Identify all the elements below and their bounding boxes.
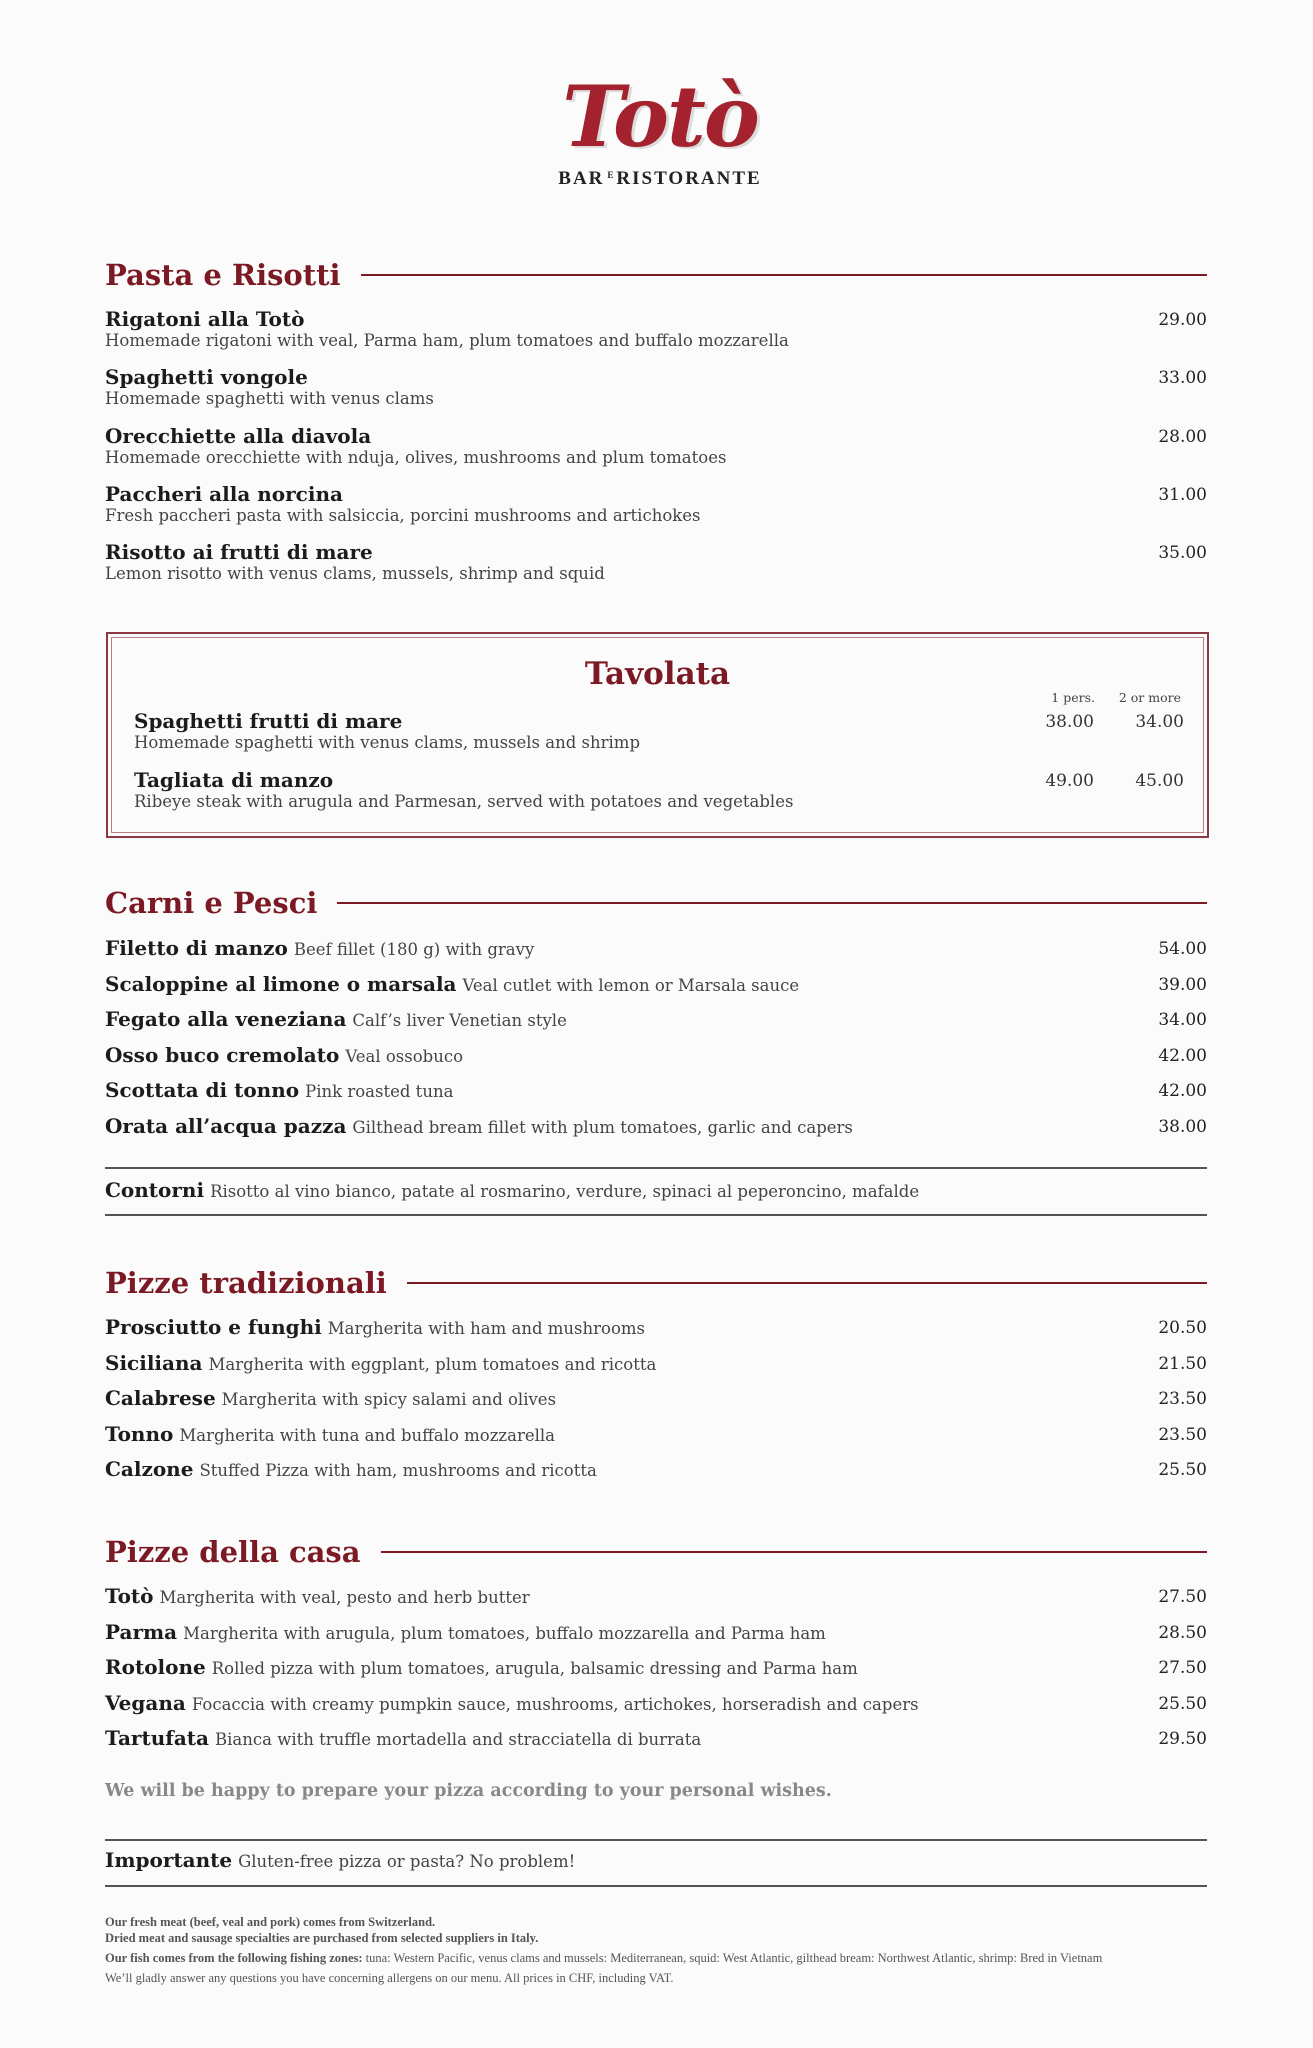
item-price: 54.00	[1158, 939, 1207, 959]
item-description: Gilthead bream fillet with plum tomatoes, garlic and capers	[352, 1118, 853, 1137]
item-name: Risotto ai frutti di mare	[105, 540, 373, 565]
item-name: Calabrese	[105, 1386, 216, 1411]
divider	[105, 1839, 1207, 1841]
col-header-2-or-more: 2 or more	[1118, 690, 1181, 705]
menu-item	[105, 1315, 1207, 1339]
item-name: Orecchiette alla diavola	[105, 423, 372, 448]
menu-item	[105, 1386, 1207, 1410]
item-price: 28.50	[1158, 1622, 1207, 1643]
item-name: Tartufata	[105, 1726, 210, 1751]
footer-dried-meat: Dried meat and sausage specialties are purchased from selected suppliers in Italy.	[105, 1931, 539, 1945]
importante-label: Importante	[105, 1848, 233, 1872]
section-title: Carni e Pesci	[105, 886, 318, 920]
item-description: Margherita with ham and mushrooms	[327, 1319, 645, 1338]
item-description: Stuffed Pizza with ham, mushrooms and ricotta	[199, 1461, 597, 1481]
tavolata-title: Tavolata	[584, 656, 731, 692]
contorni-row	[105, 1178, 1207, 1202]
menu-item	[105, 424, 1207, 468]
item-name: Scottata di tonno	[105, 1078, 300, 1103]
menu-item	[105, 1691, 1207, 1715]
price-2-or-more: 34.00	[1135, 712, 1184, 732]
menu-item	[105, 540, 1207, 584]
divider	[105, 1214, 1207, 1216]
menu-item	[105, 1422, 1207, 1446]
price-1-person: 38.00	[1045, 712, 1094, 732]
item-name: Calzone	[105, 1457, 194, 1482]
item-description: Beef fillet (180 g) with gravy	[293, 940, 535, 959]
section-heading-carni	[105, 886, 1207, 920]
item-description: Pink roasted tuna	[305, 1082, 454, 1102]
menu-item	[105, 1351, 1207, 1375]
restaurant-logo	[520, 62, 800, 212]
item-name: Fegato alla veneziana	[105, 1007, 347, 1032]
item-name: Totò	[105, 1584, 154, 1608]
section-heading-pizze-casa	[105, 1535, 1207, 1569]
footer-meat-origin: Our fresh meat (beef, veal and pork) comes from Switzerland.	[105, 1915, 436, 1929]
item-name: Filetto di manzo	[105, 936, 288, 960]
item-description: Veal ossobuco	[345, 1046, 464, 1066]
col-header-1-person: 1 pers.	[1051, 690, 1095, 705]
item-name: Tagliata di manzo	[134, 768, 334, 792]
item-description: Rolled pizza with plum tomatoes, arugula, balsamic dressing and Parma ham	[211, 1659, 858, 1679]
price-2-or-more: 45.00	[1135, 771, 1184, 791]
price-1-person: 49.00	[1045, 771, 1094, 791]
menu-item	[105, 1584, 1207, 1608]
item-name: Spaghetti vongole	[105, 365, 308, 390]
divider	[407, 1282, 1207, 1284]
item-description: Focaccia with creamy pumpkin sauce, mushrooms, artichokes, horseradish and capers	[191, 1694, 919, 1714]
section-title: Pizze tradizionali	[105, 1266, 387, 1300]
item-name: Paccheri alla norcina	[105, 481, 343, 506]
tavolata-item	[134, 768, 1184, 812]
divider	[105, 1167, 1207, 1169]
menu-item	[105, 1114, 1207, 1138]
item-price: 39.00	[1158, 974, 1207, 995]
item-name: Vegana	[105, 1690, 186, 1715]
divider	[381, 1551, 1207, 1553]
menu-item	[105, 1007, 1207, 1031]
logo-script: Totò	[562, 67, 758, 166]
item-name: Prosciutto e funghi	[105, 1315, 322, 1339]
section-heading-pasta	[105, 258, 1207, 292]
divider	[361, 274, 1207, 276]
menu-item	[105, 1620, 1207, 1644]
item-name: Siciliana	[105, 1350, 203, 1375]
item-price: 28.00	[1158, 426, 1207, 447]
item-description: Calf’s liver Venetian style	[352, 1011, 567, 1031]
logo-bar: BAR	[558, 168, 605, 189]
item-description: Homemade rigatoni with veal, Parma ham, plum tomatoes and buffalo mozzarella	[105, 331, 789, 350]
item-description: Bianca with truffle mortadella and stracciatella di burrata	[215, 1730, 702, 1750]
contorni-label: Contorni	[105, 1178, 205, 1202]
menu-item	[105, 1457, 1207, 1481]
item-description: Lemon risotto with venus clams, mussels, shrimp and squid	[105, 564, 605, 584]
item-name: Spaghetti frutti di mare	[134, 709, 403, 733]
item-price: 20.50	[1158, 1318, 1207, 1338]
item-description: Ribeye steak with arugula and Parmesan, served with potatoes and vegetables	[134, 792, 794, 811]
item-price: 29.00	[1158, 310, 1207, 330]
item-price: 35.00	[1158, 543, 1207, 564]
item-description: Fresh paccheri pasta with salsiccia, porcini mushrooms and artichokes	[105, 505, 701, 525]
footer-notes	[105, 1914, 1215, 1990]
item-name: Osso buco cremolato	[105, 1042, 340, 1067]
section-title: Pizze della casa	[105, 1535, 361, 1569]
menu-item	[105, 972, 1207, 996]
footer-allergens-prices: We’ll gladly answer any questions you have concerning allergens on our menu. All prices in CHF, including VAT.	[105, 1971, 674, 1985]
item-price: 27.50	[1158, 1658, 1207, 1679]
contorni-desc: Risotto al vino bianco, patate al rosmarino, verdure, spinaci al peperoncino, mafalde	[210, 1182, 920, 1201]
menu-item	[105, 307, 1207, 351]
divider	[337, 902, 1207, 904]
item-description: Margherita with arugula, plum tomatoes, buffalo mozzarella and Parma ham	[183, 1623, 826, 1643]
item-name: Orata all’acqua pazza	[105, 1114, 347, 1138]
menu-item	[105, 365, 1207, 409]
menu-item	[105, 1078, 1207, 1102]
item-price: 25.50	[1158, 1460, 1207, 1481]
item-description: Margherita with spicy salami and olives	[221, 1390, 557, 1410]
footer-fish-label: Our fish comes from the following fishing zones:	[105, 1951, 363, 1965]
item-name: Rigatoni alla Totò	[105, 307, 305, 331]
menu-item	[105, 1726, 1207, 1750]
item-description: Veal cutlet with lemon or Marsala sauce	[462, 975, 800, 995]
item-description: Homemade orecchiette with nduja, olives, mushrooms and plum tomatoes	[105, 447, 727, 467]
section-heading-pizze-tradizionali	[105, 1266, 1207, 1300]
tavolata-box	[106, 632, 1209, 838]
item-name: Scaloppine al limone o marsala	[105, 971, 457, 996]
item-name: Rotolone	[105, 1655, 206, 1680]
pizza-note: We will be happy to prepare your pizza according to your personal wishes.	[105, 1781, 832, 1801]
importante-row	[105, 1848, 1207, 1872]
item-price: 25.50	[1158, 1693, 1207, 1714]
item-price: 38.00	[1158, 1117, 1207, 1137]
item-description: Margherita with veal, pesto and herb butter	[159, 1588, 530, 1607]
item-description: Homemade spaghetti with venus clams	[105, 389, 434, 409]
menu-item	[105, 936, 1207, 960]
item-description: Homemade spaghetti with venus clams, mussels and shrimp	[134, 733, 641, 752]
logo-e: E	[607, 170, 614, 180]
item-price: 42.00	[1158, 1045, 1207, 1066]
tavolata-item	[134, 709, 1184, 753]
footer-fish-zones: tuna: Western Pacific, venus clams and mussels: Mediterranean, squid: West Atlantic, gilthead bream: Northwest Atlantic, shrimp: Bred in Vietnam	[365, 1951, 1103, 1965]
item-price: 23.50	[1158, 1424, 1207, 1445]
menu-item	[105, 1043, 1207, 1067]
logo-ristorante: RISTORANTE	[616, 168, 762, 189]
divider	[105, 1885, 1207, 1887]
item-price: 33.00	[1158, 368, 1207, 389]
item-name: Parma	[105, 1619, 178, 1644]
item-name: Tonno	[105, 1421, 174, 1446]
item-price: 29.50	[1158, 1729, 1207, 1750]
item-description: Margherita with tuna and buffalo mozzarella	[179, 1425, 556, 1445]
item-price: 27.50	[1158, 1587, 1207, 1607]
menu-item	[105, 1655, 1207, 1679]
item-price: 31.00	[1158, 484, 1207, 505]
item-price: 34.00	[1158, 1010, 1207, 1031]
item-price: 21.50	[1158, 1353, 1207, 1374]
section-title: Pasta e Risotti	[105, 258, 341, 292]
logo-subtitle	[520, 168, 800, 190]
item-description: Margherita with eggplant, plum tomatoes and ricotta	[208, 1354, 657, 1374]
item-price: 42.00	[1158, 1081, 1207, 1102]
importante-desc: Gluten-free pizza or pasta? No problem!	[238, 1852, 576, 1871]
menu-item	[105, 482, 1207, 526]
item-price: 23.50	[1158, 1389, 1207, 1410]
